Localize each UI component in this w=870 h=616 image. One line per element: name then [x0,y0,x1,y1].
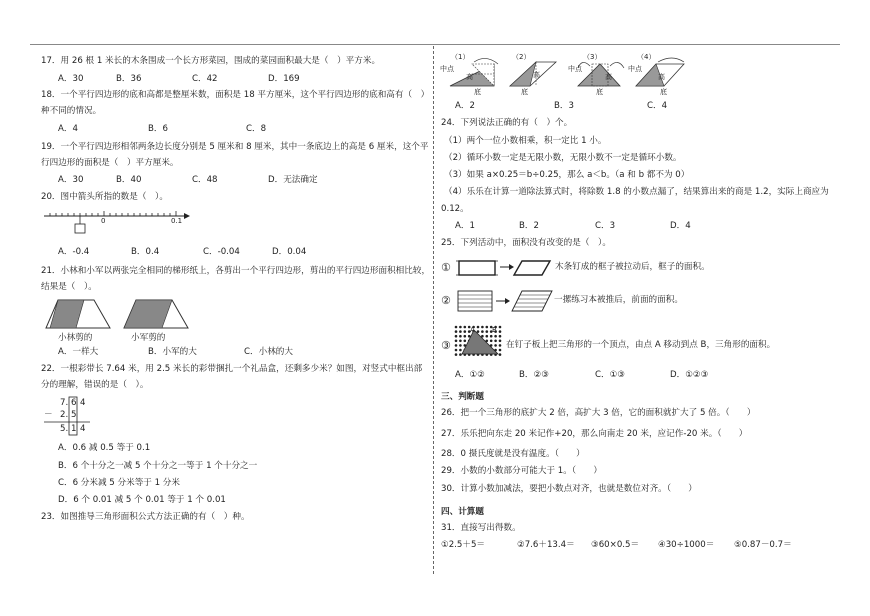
q19-opt-d: D．无法确定 [268,175,318,185]
fig2-gao: 高 [533,71,540,79]
q24-stem: 24．下列说法正确的有（ ）个。 [441,118,573,128]
peg [455,349,458,352]
fig4-label: （4） [637,53,656,61]
q22-opt-c: C．6 分米减 5 分米等于 1 分米 [58,478,180,488]
q19-stem: 19．一个平行四边形相邻两条边长度分别是 5 厘米和 8 厘米，其中一条底边上的高是 6 厘米，这个平 [41,142,429,152]
q18-stem2: 种不同的情况。 [41,106,102,116]
peg [490,340,493,343]
calc-r3c: 4 [80,424,86,434]
q19-opt-b: B．40 [116,175,142,185]
q24-item4b: 0.12。 [441,204,469,214]
calc-item-3: ③60×0.5＝ [591,540,640,550]
peg [486,330,489,333]
q17-opt-b: B．36 [116,74,142,84]
fig1-label: （1） [451,53,470,61]
fig2-di: 底 [521,88,528,96]
q21-stem: 21．小林和小军以两张完全相同的梯形纸上，各剪出一个平行四边形，剪出的平行四边形面积相比较， [41,266,431,276]
q24-opt-a: A．1 [455,221,475,231]
q22-opt-b: B．6 个十分之一减 5 个十分之一等于 1 个十分之一 [58,461,258,471]
q20-opt-a: A．-0.4 [58,247,90,257]
fig3-label: （3） [583,53,602,61]
peg [499,349,502,352]
q24-opt-b: B．2 [519,221,539,231]
calc-item-1: ①2.5＋5＝ [441,540,486,550]
peg [455,326,458,329]
fig2-label: （2） [512,53,531,61]
fig3-mid: 中点 [568,65,582,73]
peg [486,335,489,338]
q25-stem: 25．下列活动中，面积没有改变的是（ ）。 [441,238,611,248]
q18-opt-b: B．6 [148,124,168,134]
q19-stem2: 行四边形的面积是（ ）平方厘米。 [41,158,179,168]
q24-item4: （4）乐乐在计算一道除法算式时，将除数 1.8 的小数点漏了，结果算出来的商是 1.2，实际上商应为 [444,187,829,197]
q22-stem: 22．一根彩带长 7.64 米，用 2.5 米长的彩带捆扎一个礼品盒，还剩多少米？如图，对竖式中框出部 [41,364,423,374]
peg [464,330,467,333]
peg [486,326,489,329]
fig4-gao: 高 [658,73,665,81]
q17-opt-c: C．42 [192,74,218,84]
peg [455,335,458,338]
q20-opt-c: C．-0.04 [203,247,240,257]
q19-opt-c: C．48 [192,175,218,185]
peg [477,330,480,333]
q17-opt-d: D．169 [268,74,300,84]
calc-item-2: ②7.6＋13.4＝ [517,540,575,550]
q20-stem: 20．图中箭头所指的数是（ ）。 [41,192,168,202]
q20-opt-b: B．0.4 [131,247,160,257]
section-3-title: 三、判断题 [441,392,484,402]
fig3-di: 底 [596,88,603,96]
fig1-gao: 高 [466,73,473,81]
q25-opt-d: D．①②③ [670,370,709,380]
peg [459,335,462,338]
q24-opt-c: C．3 [595,221,616,231]
q18-opt-c: C．8 [246,124,267,134]
q31-stem: 31．直接写出得数。 [441,523,521,533]
peg [459,353,462,356]
q18-stem: 18．一个平行四边形的底和高都是整厘米数，面积是 18 平方厘米，这个平行四边形的底和高有（ ） [41,90,430,100]
q25-t2: 一摞练习本被推后，前面的面积。 [554,295,683,305]
calc-r1b: 6 [71,398,77,408]
peg [464,326,467,329]
q25-opt-b: B．②③ [519,370,549,380]
q25-c1: ① [441,261,451,274]
peg [455,344,458,347]
judge-29: 29．小数的小数部分可能大于 1。（ ） [441,466,602,476]
judge-30: 30．计算小数加减法，要把小数点对齐，也就是数位对齐。（ ） [441,484,697,494]
book-stack-pushed-icon [510,289,554,313]
column-divider [433,46,434,574]
peg [481,330,484,333]
q21-stem2: 结果是（ ）。 [41,282,97,292]
peg [477,326,480,329]
q17-opt-a: A．30 [58,74,84,84]
peg [459,330,462,333]
calc-r3a: 5. [60,424,69,434]
peg [455,353,458,356]
tick-0: 0 [101,217,106,225]
q19-opt-a: A．30 [58,175,84,185]
peg [459,349,462,352]
peg [464,335,467,338]
point-a: A [470,326,475,334]
calc-r1c: 4 [80,398,86,408]
calc-r2b: 5 [71,410,77,420]
q25-t3: 在钉子板上把三角形的一个顶点，由点 A 移动到点 B，三角形的面积。 [506,340,776,350]
judge-28: 28．0 摄氏度就是没有温度。（ ） [441,449,585,459]
q24-item1: （1）两个一位小数相乘，积一定比 1 小。 [444,136,607,146]
q24-item3: （3）如果 a×0.25＝b÷0.25，那么 a＜b。（a 和 b 都不为 0） [444,170,690,180]
top-guide [30,44,840,45]
book-stack-icon [456,289,496,313]
q25-c2: ② [441,294,451,307]
frame-parallelogram-icon [512,258,552,278]
q25-c3: ③ [441,339,451,352]
peg [494,340,497,343]
q20-opt-d: D．0.04 [272,247,307,257]
fig1-mid: 中点 [440,65,454,73]
q21-opt-c: C．小林的大 [244,347,293,357]
peg [464,340,467,343]
fig1-di: 底 [474,88,481,96]
q25-opt-a: A．①② [455,370,485,380]
q21-opt-a: A．一样大 [58,347,99,357]
peg [455,340,458,343]
frame-rect-icon [456,258,500,278]
q24-item2: （2）循环小数一定是无限小数，无限小数不一定是循环小数。 [444,153,682,163]
calc-r2a: 2. [60,410,69,420]
calc-r1a: 7. [60,398,69,408]
peg [459,326,462,329]
q23-opt-c: C．4 [647,101,668,111]
peg [459,340,462,343]
q22-opt-d: D．6 个 0.01 减 5 个 0.01 等于 1 个 0.01 [58,495,226,505]
fig4-mid: 中点 [628,65,642,73]
peg [494,344,497,347]
peg [481,326,484,329]
q23-opt-a: A．2 [455,101,475,111]
arrow-2 [496,296,510,306]
judge-26: 26．把一个三角形的底扩大 2 倍，高扩大 3 倍，它的面积就扩大了 5 倍。（ ） [441,408,756,418]
peg [499,340,502,343]
q24-opt-d: D．4 [670,221,691,231]
peg [499,344,502,347]
calc-item-5: ⑤0.87－0.7＝ [734,540,792,550]
peg [499,353,502,356]
peg [499,330,502,333]
trapezoid-jun [122,298,192,330]
calc-frame [44,396,94,440]
trapezoid-lin [44,298,114,330]
section-4-title: 四、计算题 [441,507,484,517]
calc-r3b: 1 [71,424,77,434]
peg [499,335,502,338]
tick-0-1: 0.1 [171,217,183,225]
q17-stem: 17．用 26 根 1 米长的木条围成一个长方形菜园，围成的菜园面积最大是（ ）平方米。 [41,56,381,66]
q21-opt-b: B．小军的大 [148,347,197,357]
fig3-gao: 高 [605,73,612,81]
q22-opt-a: A．0.6 减 0.5 等于 0.1 [58,443,151,453]
fig4-di: 底 [660,88,667,96]
q22-stem2: 分的理解，错误的是（ ）。 [41,380,149,390]
q25-t1: 木条钉成的框子被拉动后，框子的面积。 [555,262,710,272]
q23-stem: 23．如图推导三角形面积公式方法正确的有（ ）种。 [41,512,250,522]
calc-minus: － [44,410,53,420]
q25-opt-c: C．①③ [595,370,626,380]
peg [459,344,462,347]
peg [499,326,502,329]
q18-opt-a: A．4 [58,124,78,134]
q23-opt-b: B．3 [554,101,574,111]
calc-item-4: ④30÷1000＝ [658,540,715,550]
point-b: B [492,326,497,334]
label-jun: 小军剪的 [131,333,166,343]
peg [455,330,458,333]
judge-27: 27．乐乐把向东走 20 米记作+20，那么向南走 20 米，应记作-20 米。（ ） [441,429,748,439]
label-lin: 小林剪的 [58,333,93,343]
